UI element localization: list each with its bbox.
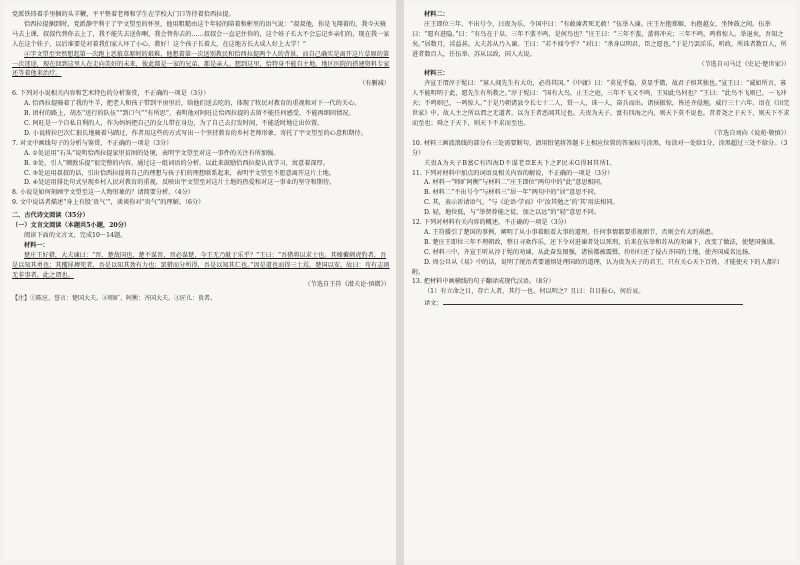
q12-option-d: D. 周公旦从《易》中的话，说明了统治者要谨慎处理国政的道理，认为贵为天子的君王，只有关心天下百姓，才能使天下的人都归附。 bbox=[412, 258, 780, 276]
question-11: 11. 下列对材料中加点的词语及相关内容的解说，不正确的一项是（3分） bbox=[412, 169, 614, 177]
q7-option-a: A. ①处运用“石头”说明恰西拉提家里贫困的处境，表明宇文望至对这一事件的关注有所加强。 bbox=[24, 149, 280, 157]
section-2a-heading: （一）文言文阅读（本题共5小题，20分） bbox=[12, 222, 131, 230]
question-7: 7. 对文中画线句子的分析与鉴赏，不正确的一项是（3分） bbox=[12, 139, 173, 147]
source-note-2: （节选自王符《潜夫论·慎微》） bbox=[304, 281, 390, 289]
q12-option-a: A. 王符援引了楚国的事例，阐明了从小事着眼看大事的道理，任何事情都要重视细节，否则会有大的祸患。 bbox=[424, 228, 718, 236]
section-2-heading: 二、古代诗文阅读（35分） bbox=[12, 212, 89, 220]
q7-option-d: D. ④处运用排比句式呈现乡村人民对教育的重视，反映出宇文望至对这片土地的热爱和对这一事业的坚守和期待。 bbox=[24, 179, 336, 187]
q7-option-b: B. ②处，引人“额敦乐提”很完整的内容，通过这一组词语的分析，以此来鼓励恰西拉提认真学习，寓意着深厚。 bbox=[24, 159, 329, 167]
q11-option-a: A. 材料一“师旷阿衡”与材料二“庄王即位”两句中的“此”意思相同。 bbox=[424, 179, 607, 187]
right-page bbox=[404, 4, 796, 561]
q12-option-b: B. 楚庄王即位三年不理朝政，整日寻欢作乐，还下令对进谏者处以死刑，后来在伍举和苏从的劝谏下，改变了做法，使楚国强盛。 bbox=[424, 238, 779, 246]
q13-sentence-1: （1）有立命之日，存亡人者，其行一也，何以明之？且曰：自目报心，何后哀。 bbox=[424, 288, 645, 296]
q10-sentence: 夫贵A为天子B富C有四海D不谋老臣E天下之F民未G得H其所I。 bbox=[424, 159, 616, 167]
question-6: 6. 下列对小说相关内容和艺术特色的分析鉴赏，不正确的一项是（3分） bbox=[12, 90, 210, 98]
q13-translation-label bbox=[412, 297, 790, 309]
question-8: 8. 小说是如何刻画宇文望至这一人物形象的？请简要分析。（4分） bbox=[12, 189, 194, 197]
q11-option-b: B. 材料二“不出号令”与材料三“居一年”两句中的“居”意思不同。 bbox=[424, 189, 600, 197]
page-gutter bbox=[396, 0, 404, 565]
q11-option-c: C. 其，表示祈请语气，“与《论语·学而》中‘汝其勉之’的‘其’用法相同。 bbox=[424, 199, 619, 207]
material-3-text: 齐宣王谓淳于髡曰：“寡人闻先生有大功，必得其国。”《中庸》曰：“莫见乎隐，莫显乎微，故君子慎其独也。”宣王曰：“诚如所言，寡人不能明明于此，愿先生有所教之。”淳于髡曰：“国有大鸟，止王之庭，三年不飞又不鸣，王知此鸟何也？”王曰：“此鸟不飞则已，一飞冲天；不鸣则已，一鸣惊人。”于是乃朝诸县令长七十二人，赏一人，诛一人，奋兵而出。诸侯振惊，皆还齐侵地。威行三十六年。语在《田完世家》中。故人主之所以谓之无道者，以为王者恶闻其过也。夫贵为天子，富有四海之内，则天下莫不说也。昔者尧之于天下，则天下不求而至也；舜之于天下，则天下不求而至也。 bbox=[412, 80, 790, 127]
q7-option-c: C. ③处运用叔叔的话，引出恰西拉提将自己的理想与孩子们的理想联系起来，表明宇文望至不愿意离开这片土地。 bbox=[24, 169, 335, 177]
material-1-label: 材料一： bbox=[24, 241, 49, 249]
source-note-3: （节选自司马迁《史记·楚世家》） bbox=[698, 60, 790, 68]
question-9: 9. 文中说话者描述“身上有股‘贵气’”，谈谈你对“贵气”的理解。（6分） bbox=[12, 199, 205, 207]
q6-option-a: A. 恰西拉提骑着了我的牛羊，把老人和孩子带到平房里后，给他们送去吃的，体现了牧民对教育的重视和对下一代的关心。 bbox=[24, 100, 361, 108]
reading-intro: 阅读下面的文言文，完成10～14题。 bbox=[24, 231, 127, 239]
q11-option-d: D. 轻，地位低，与“举贤荐能之徒，加之以远”的“轻”意思不同。 bbox=[424, 209, 601, 217]
material-3-label: 材料三： bbox=[424, 70, 449, 78]
left-page bbox=[4, 4, 396, 561]
q6-option-d: D. 小说将拉巴次仁狠长地骑着马踏过，作者用这些的方式写出一个坚持教育的乡村老师形象，寄托了宇文望至的心意和期待。 bbox=[24, 129, 367, 137]
question-12: 12. 下列对材料有关内容的概述，不正确的一项是（3分） bbox=[412, 219, 571, 227]
source-note-1: （有删减） bbox=[359, 80, 390, 88]
material-2-label: 材料二： bbox=[424, 11, 449, 18]
q6-option-c: C. 阿旺是一个自私自利的人，作为妈妈把自己的女儿带在身边，为了自己去打发时间，不能适时地让出位置。 bbox=[24, 119, 324, 127]
q12-option-c: C. 材料三中，齐宣王听从淳于髡的劝谏，从此奋发图强，诸侯都被震慑，纷纷归还了侵占齐国的土地，使齐国威名远扬。 bbox=[424, 248, 755, 256]
material-1-text: 楚庄王好猎，大夫谏曰：“晋、楚敌国也，楚不谋晋，晋必谋楚，今王无乃耽于乐乎？”王曰：“吾猎将以求士也。其榛藂刺虎豹者，吾是以知其勇也；其攫犀搏兕者，吾是以知其劲有力也；罢猎而分所得，吾是以知其仁也。”因是道也而得三士焉，楚国以安。故曰：苟有志则无非事者。此之谓也。 bbox=[12, 251, 390, 279]
answer-line bbox=[443, 297, 743, 305]
paragraph-2: 恰西拉提捆到时，党派静宇利于了宇文望至的怀里，他用粗糙由这个年轻的陪着和彬里的语气说：“叔叔他，你是飞翔着的，我今天骑马去上课，叔叔代替你去上了，我不能失去送你啊，我会替你去的……叔叔会一直记住你的，这个娃子长大不会忘记乡亲们的，现在我一家人在这个娃子，以后谁要是对着我们家人坏了小心，教好！这个孩子长着大，在这地方长大成人好上大学！” bbox=[12, 20, 390, 48]
paragraph-1: 党派铁铸着手里捆的头羊鞭，平平整着老师和学生在学校大门口等待着恰西拉提。 bbox=[12, 11, 235, 18]
question-10: 10. 材料三画波浪线的部分有三处需要断句，请用铅笔将答题卡上相应位置的答案标号涂黑，每涂对一处给1分，涂黑超过三处不给分。（3分） bbox=[412, 139, 788, 157]
material-2-text: 庄王即位三年，不出号令，日夜为乐，令国中曰：“有敢谏者死无赦！”伍举入谏。庄王左抱郑姬，右抱越女，坐钟鼓之间。伍举曰：“愿有进隐。”曰：“有鸟在于阜，三年不蜚不鸣，是何鸟也？”庄王曰：“三年不蜚，蜚将冲天；三年不鸣，鸣将惊人。举退矣，吾知之矣。”居数月，淫益甚。大夫苏从乃入谏。王曰：“若不闻令乎？”对曰：“杀身以明君，臣之愿也。”于是乃罢淫乐，听政，所诛者数百人，所进者数百人，任伍举、苏从以政，国人大说。 bbox=[412, 20, 787, 58]
paragraph-3: ④字文望至突然想起第一次跑上恶狼草原时的艰难，他想着第一次送别教民和恰西拉提两个人的背景，而自己确实是离开这片草原的第一次迷途，现在回到这里人在走向美好的未来，彼此都是一家的兄弟，都是亲人。想到这里，恰特身不能自主地，地区医院的搭建资料专家还等着他来治疗。 bbox=[12, 50, 390, 78]
translation-label: 译文： bbox=[424, 300, 443, 308]
question-13: 13. 把材料中画横线的句子翻译成现代汉语。（8分） bbox=[412, 278, 555, 286]
source-note-4: （节选自刘向《说苑·敬慎》） bbox=[710, 129, 790, 137]
q6-option-b: B. 团村的路上，胡杰“送行的队伍”“到口气”“有所思”，表明他对阿旺让恰西拉提的去留不能任何感受，不能再细问情况。 bbox=[24, 110, 355, 118]
footnote: 【注】①陈应、誉言：楚国大夫。②师旷、阿衡：齐国大夫。③匠儿：贵者。 bbox=[12, 295, 217, 303]
